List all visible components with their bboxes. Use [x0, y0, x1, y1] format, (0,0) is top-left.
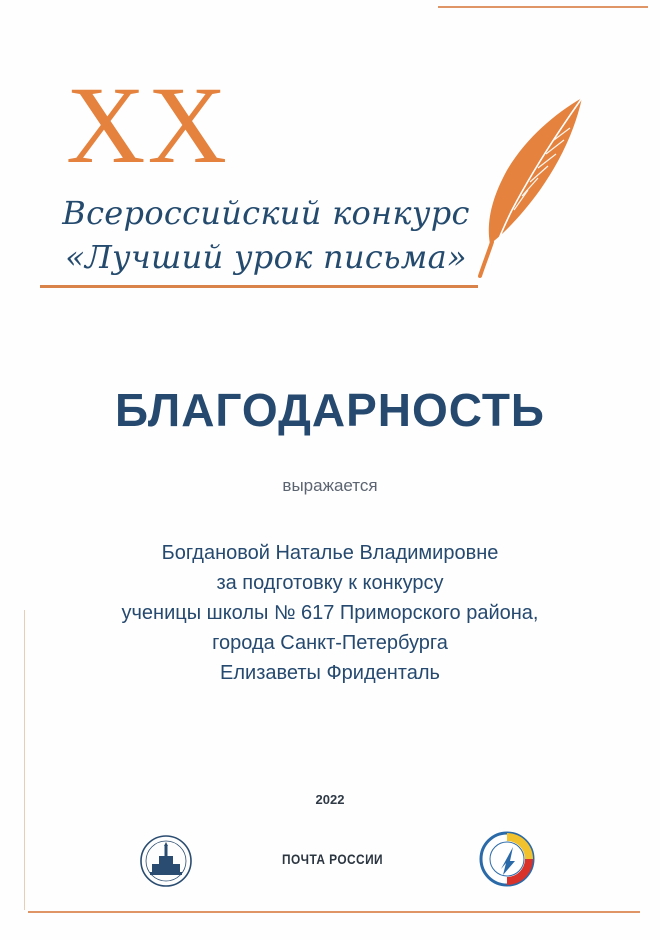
recipient-block — [0, 538, 660, 688]
expressed-text: выражается — [282, 476, 378, 495]
contest-emblem-icon — [479, 831, 535, 887]
recipient-line5: Елизаветы Фриденталь — [220, 662, 440, 684]
recipient-line3: ученицы школы № 617 Приморского района, — [121, 602, 539, 624]
contest-title-line2: «Лучший урок письма» — [65, 238, 467, 276]
contest-title — [56, 191, 476, 279]
recipient-line4: города Санкт-Петербурга — [212, 632, 448, 654]
certificate-title: БЛАГОДАРНОСТЬ — [115, 384, 545, 436]
recipient-line2: за подготовку к конкурсу — [216, 572, 444, 594]
quill-icon — [462, 92, 592, 282]
bottom-border-line — [28, 911, 640, 913]
moscow-university-emblem-icon — [139, 834, 193, 888]
top-border-line — [438, 6, 648, 8]
roman-numeral: XX — [66, 64, 229, 186]
header-underline — [40, 285, 478, 288]
contest-title-line1: Всероссийский конкурс — [62, 194, 470, 232]
recipient-line1: Богдановой Наталье Владимировне — [161, 542, 499, 564]
russian-post-label: ПОЧТА РОССИИ — [282, 851, 384, 867]
year-label: 2022 — [315, 792, 345, 807]
